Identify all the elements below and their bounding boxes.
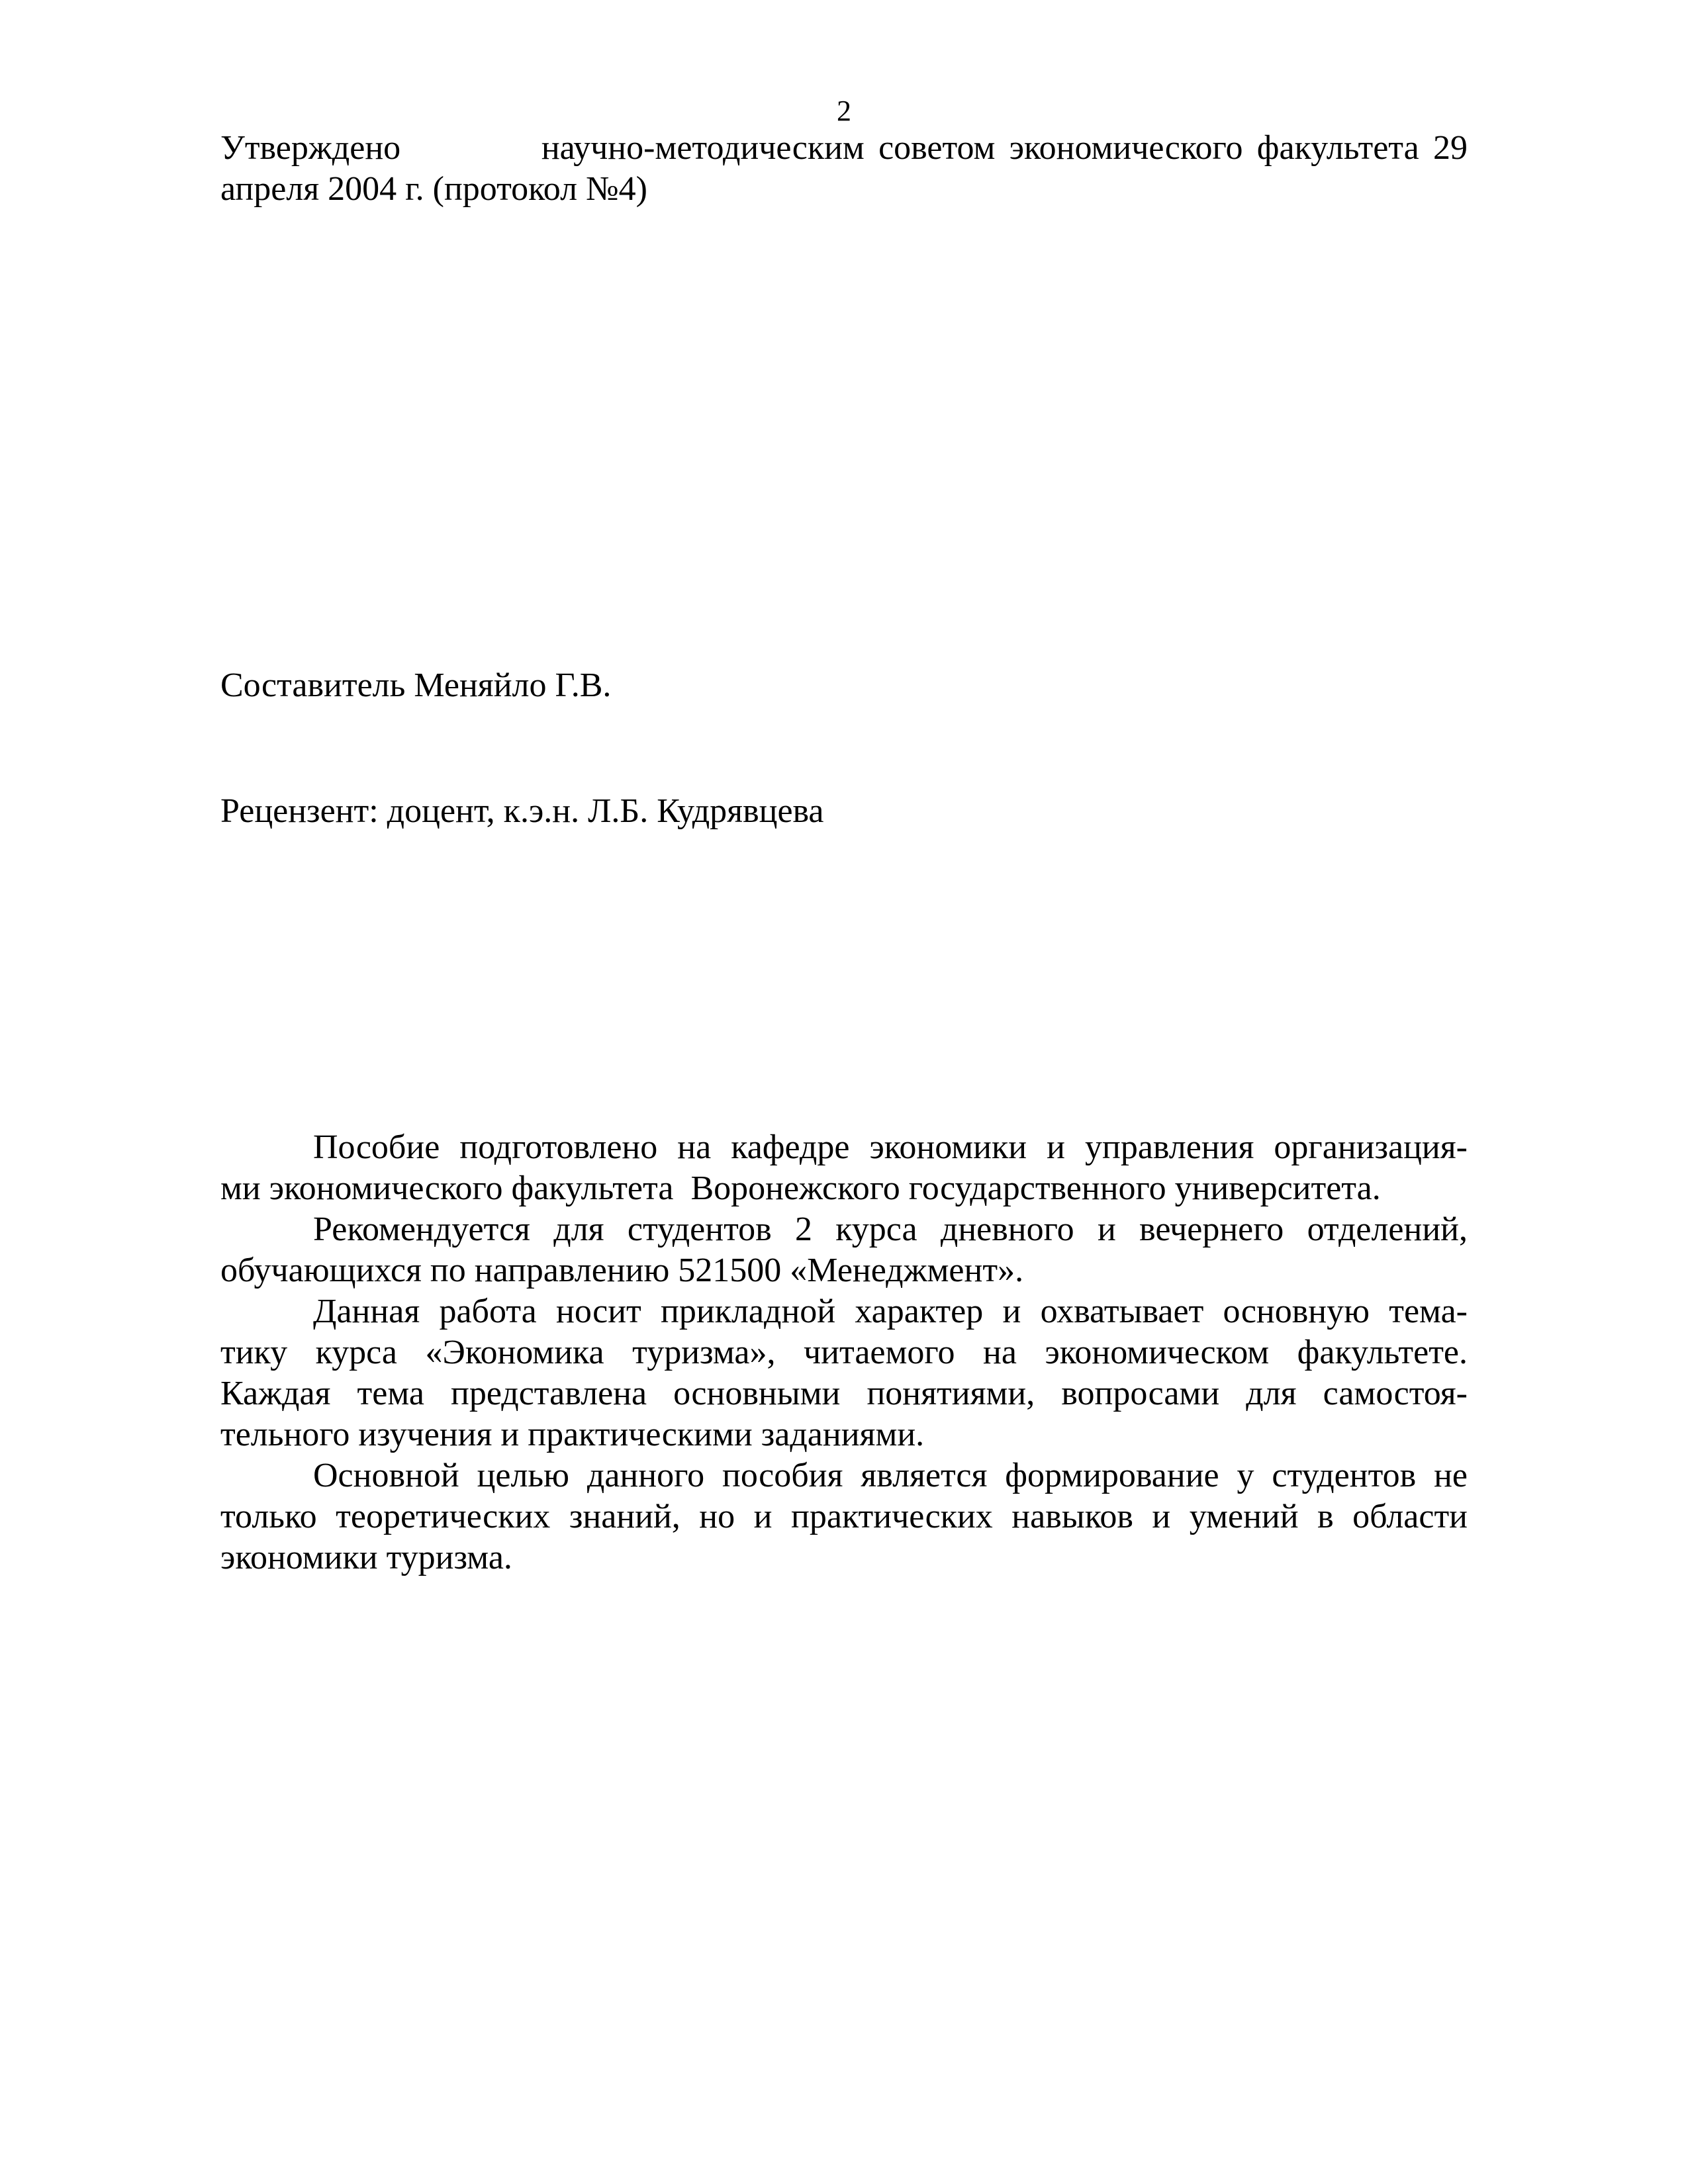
page-number: 2 (837, 95, 851, 127)
annotation-p4-line-3: экономики туризма. (220, 1539, 512, 1576)
approval-note (220, 128, 1468, 210)
annotation-text (220, 1127, 1468, 1578)
annotation-p2-line-1: Рекомендуется для студентов 2 курса дневного и вечернего отделений, (313, 1210, 1468, 1248)
annotation-p3-line-3: Каждая тема представлена основными понятиями, вопросами для самостоя- (220, 1375, 1468, 1412)
approval-line-2: апреля 2004 г. (протокол №4) (220, 170, 647, 208)
annotation-p3-line-1: Данная работа носит прикладной характер и охватывает основную тема- (313, 1293, 1468, 1330)
reviewer-line: Рецензент: доцент, к.э.н. Л.Б. Кудрявцева (220, 792, 824, 830)
annotation-p3-line-4: тельного изучения и практическими заданиями. (220, 1416, 925, 1453)
annotation-p1-line-2: ми экономического факультета Воронежского государственного университета. (220, 1169, 1381, 1207)
annotation-p1-line-1: Пособие подготовлено на кафедре экономики и управления организация- (313, 1128, 1468, 1166)
compiler-line: Составитель Меняйло Г.В. (220, 666, 612, 704)
annotation-p2-line-2: обучающихся по направлению 521500 «Менеджмент». (220, 1251, 1024, 1289)
approval-line-1: Утверждено научно-методическим советом экономического факультета 29 (220, 129, 1468, 167)
annotation-p3-line-2: тику курса «Экономика туризма», читаемого на экономическом факультете. (220, 1334, 1468, 1371)
annotation-p4-line-1: Основной целью данного пособия является формирование у студентов не (313, 1457, 1468, 1494)
annotation-p4-line-2: только теоретических знаний, но и практических навыков и умений в области (220, 1498, 1468, 1535)
